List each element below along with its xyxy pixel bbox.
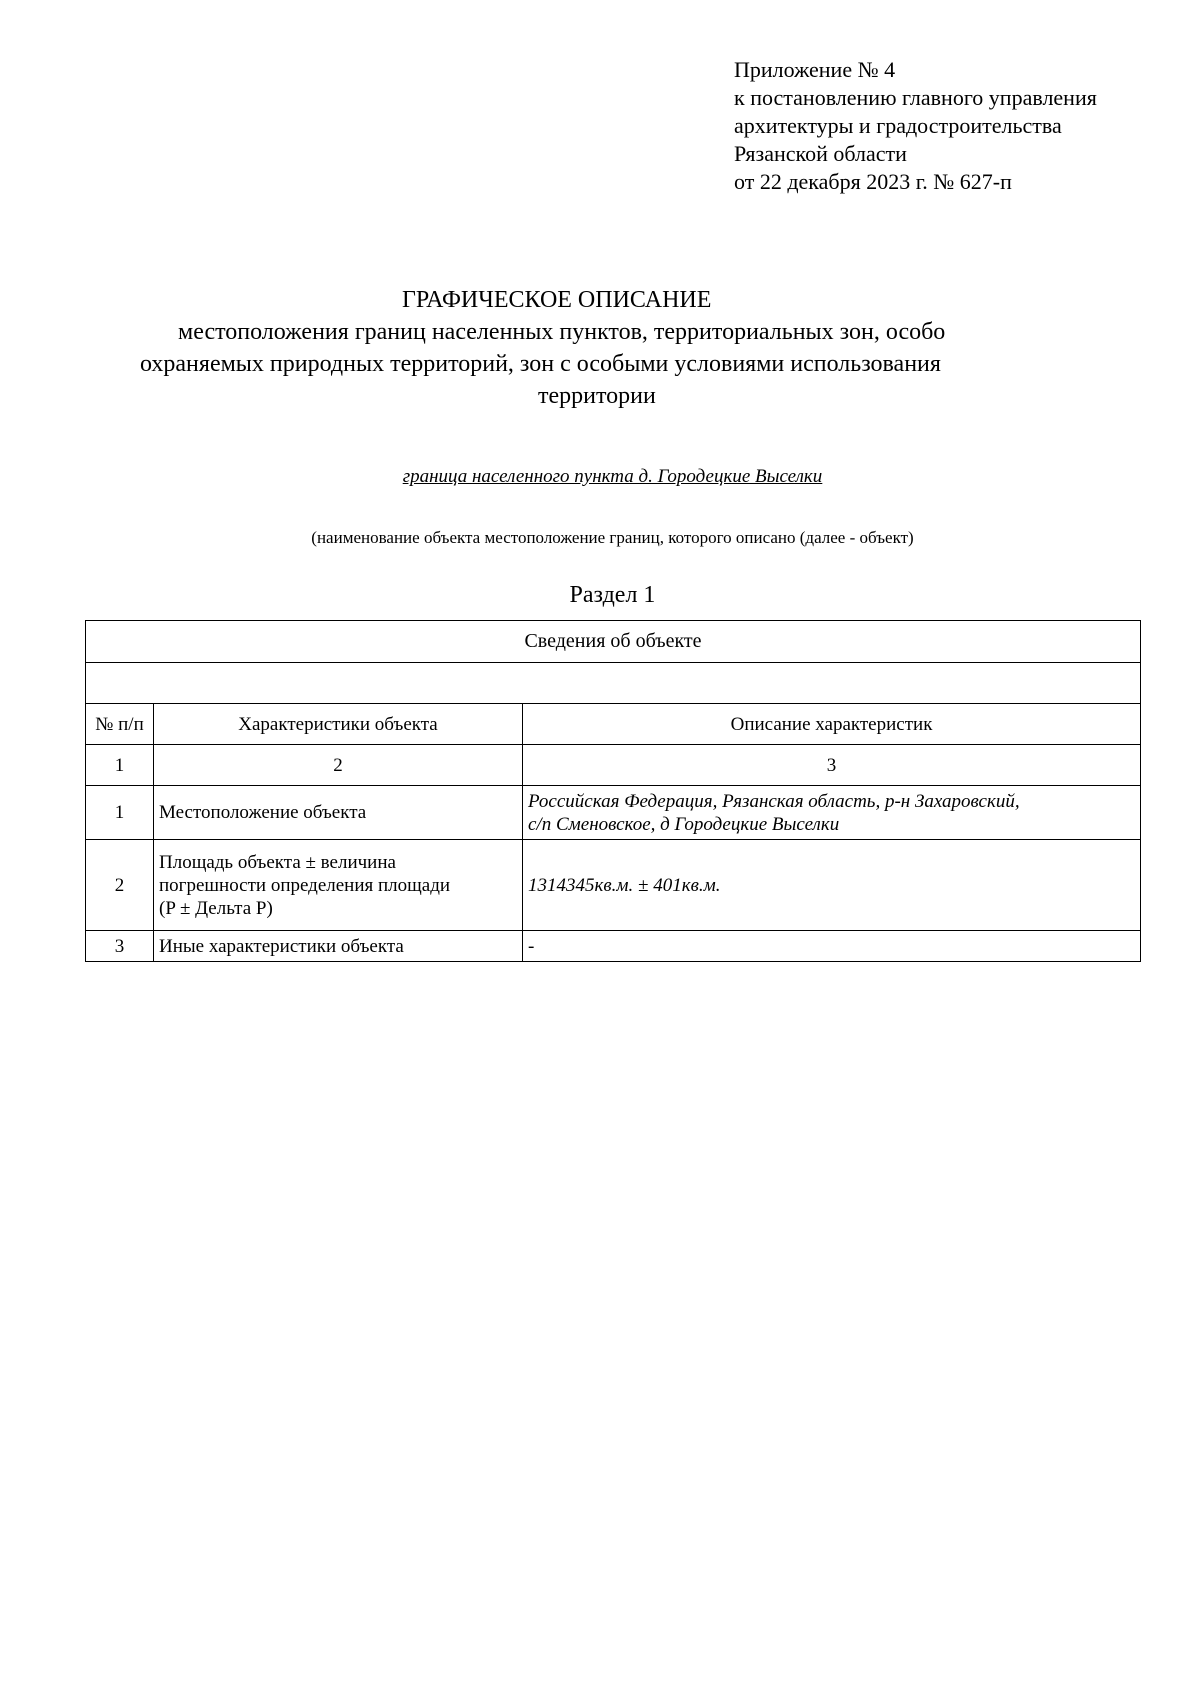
row-characteristic — [154, 840, 523, 931]
appendix-line: архитектуры и градостроительства — [734, 113, 1062, 138]
title-line: территории — [538, 383, 656, 409]
object-info-table — [85, 620, 1141, 962]
table-title: Сведения об объекте — [86, 621, 1141, 663]
appendix-line: Рязанской области — [734, 141, 907, 166]
column-number: 2 — [154, 745, 523, 786]
table-empty-row — [86, 663, 1141, 704]
characteristic-line: (P ± Дельта P) — [159, 897, 273, 919]
column-number: 1 — [86, 745, 154, 786]
row-description: - — [523, 931, 1141, 962]
appendix-block — [734, 56, 1097, 196]
appendix-line: к постановлению главного управления — [734, 85, 1097, 110]
object-name: граница населенного пункта д. Городецкие Выселки — [402, 466, 823, 487]
row-number: 2 — [86, 840, 154, 931]
description-line: Российская Федерация, Рязанская область, р-н Захаровский, — [528, 790, 1020, 812]
appendix-line: от 22 декабря 2023 г. № 627-п — [734, 169, 1012, 194]
table-title-row — [86, 621, 1141, 663]
row-description — [523, 786, 1141, 840]
table-column-number-row — [86, 745, 1141, 786]
table-header-row — [86, 704, 1141, 745]
table-row — [86, 786, 1141, 840]
appendix-line: Приложение № 4 — [734, 57, 896, 82]
column-header: Описание характеристик — [523, 704, 1141, 745]
characteristic-line: Площадь объекта ± величина — [159, 851, 396, 873]
row-description: 1314345кв.м. ± 401кв.м. — [523, 840, 1141, 931]
row-number: 1 — [86, 786, 154, 840]
table-row — [86, 931, 1141, 962]
section-title: Раздел 1 — [569, 582, 656, 608]
object-note: (наименование объекта местоположение границ, которого описано (далее - объект) — [311, 528, 914, 547]
description-line: с/п Сменовское, д Городецкие Выселки — [528, 813, 840, 835]
table-empty-cell — [86, 663, 1141, 704]
row-characteristic: Иные характеристики объекта — [154, 931, 523, 962]
row-characteristic: Местоположение объекта — [154, 786, 523, 840]
column-header: № п/п — [86, 704, 154, 745]
title-line: местоположения границ населенных пунктов, территориальных зон, особо — [178, 319, 946, 345]
table-row — [86, 840, 1141, 931]
characteristic-line: погрешности определения площади — [159, 874, 451, 896]
title-line: охраняемых природных территорий, зон с особыми условиями использования — [140, 351, 941, 377]
row-number: 3 — [86, 931, 154, 962]
column-number: 3 — [523, 745, 1141, 786]
column-header: Характеристики объекта — [154, 704, 523, 745]
title-heading: ГРАФИЧЕСКОЕ ОПИСАНИЕ — [402, 287, 712, 313]
